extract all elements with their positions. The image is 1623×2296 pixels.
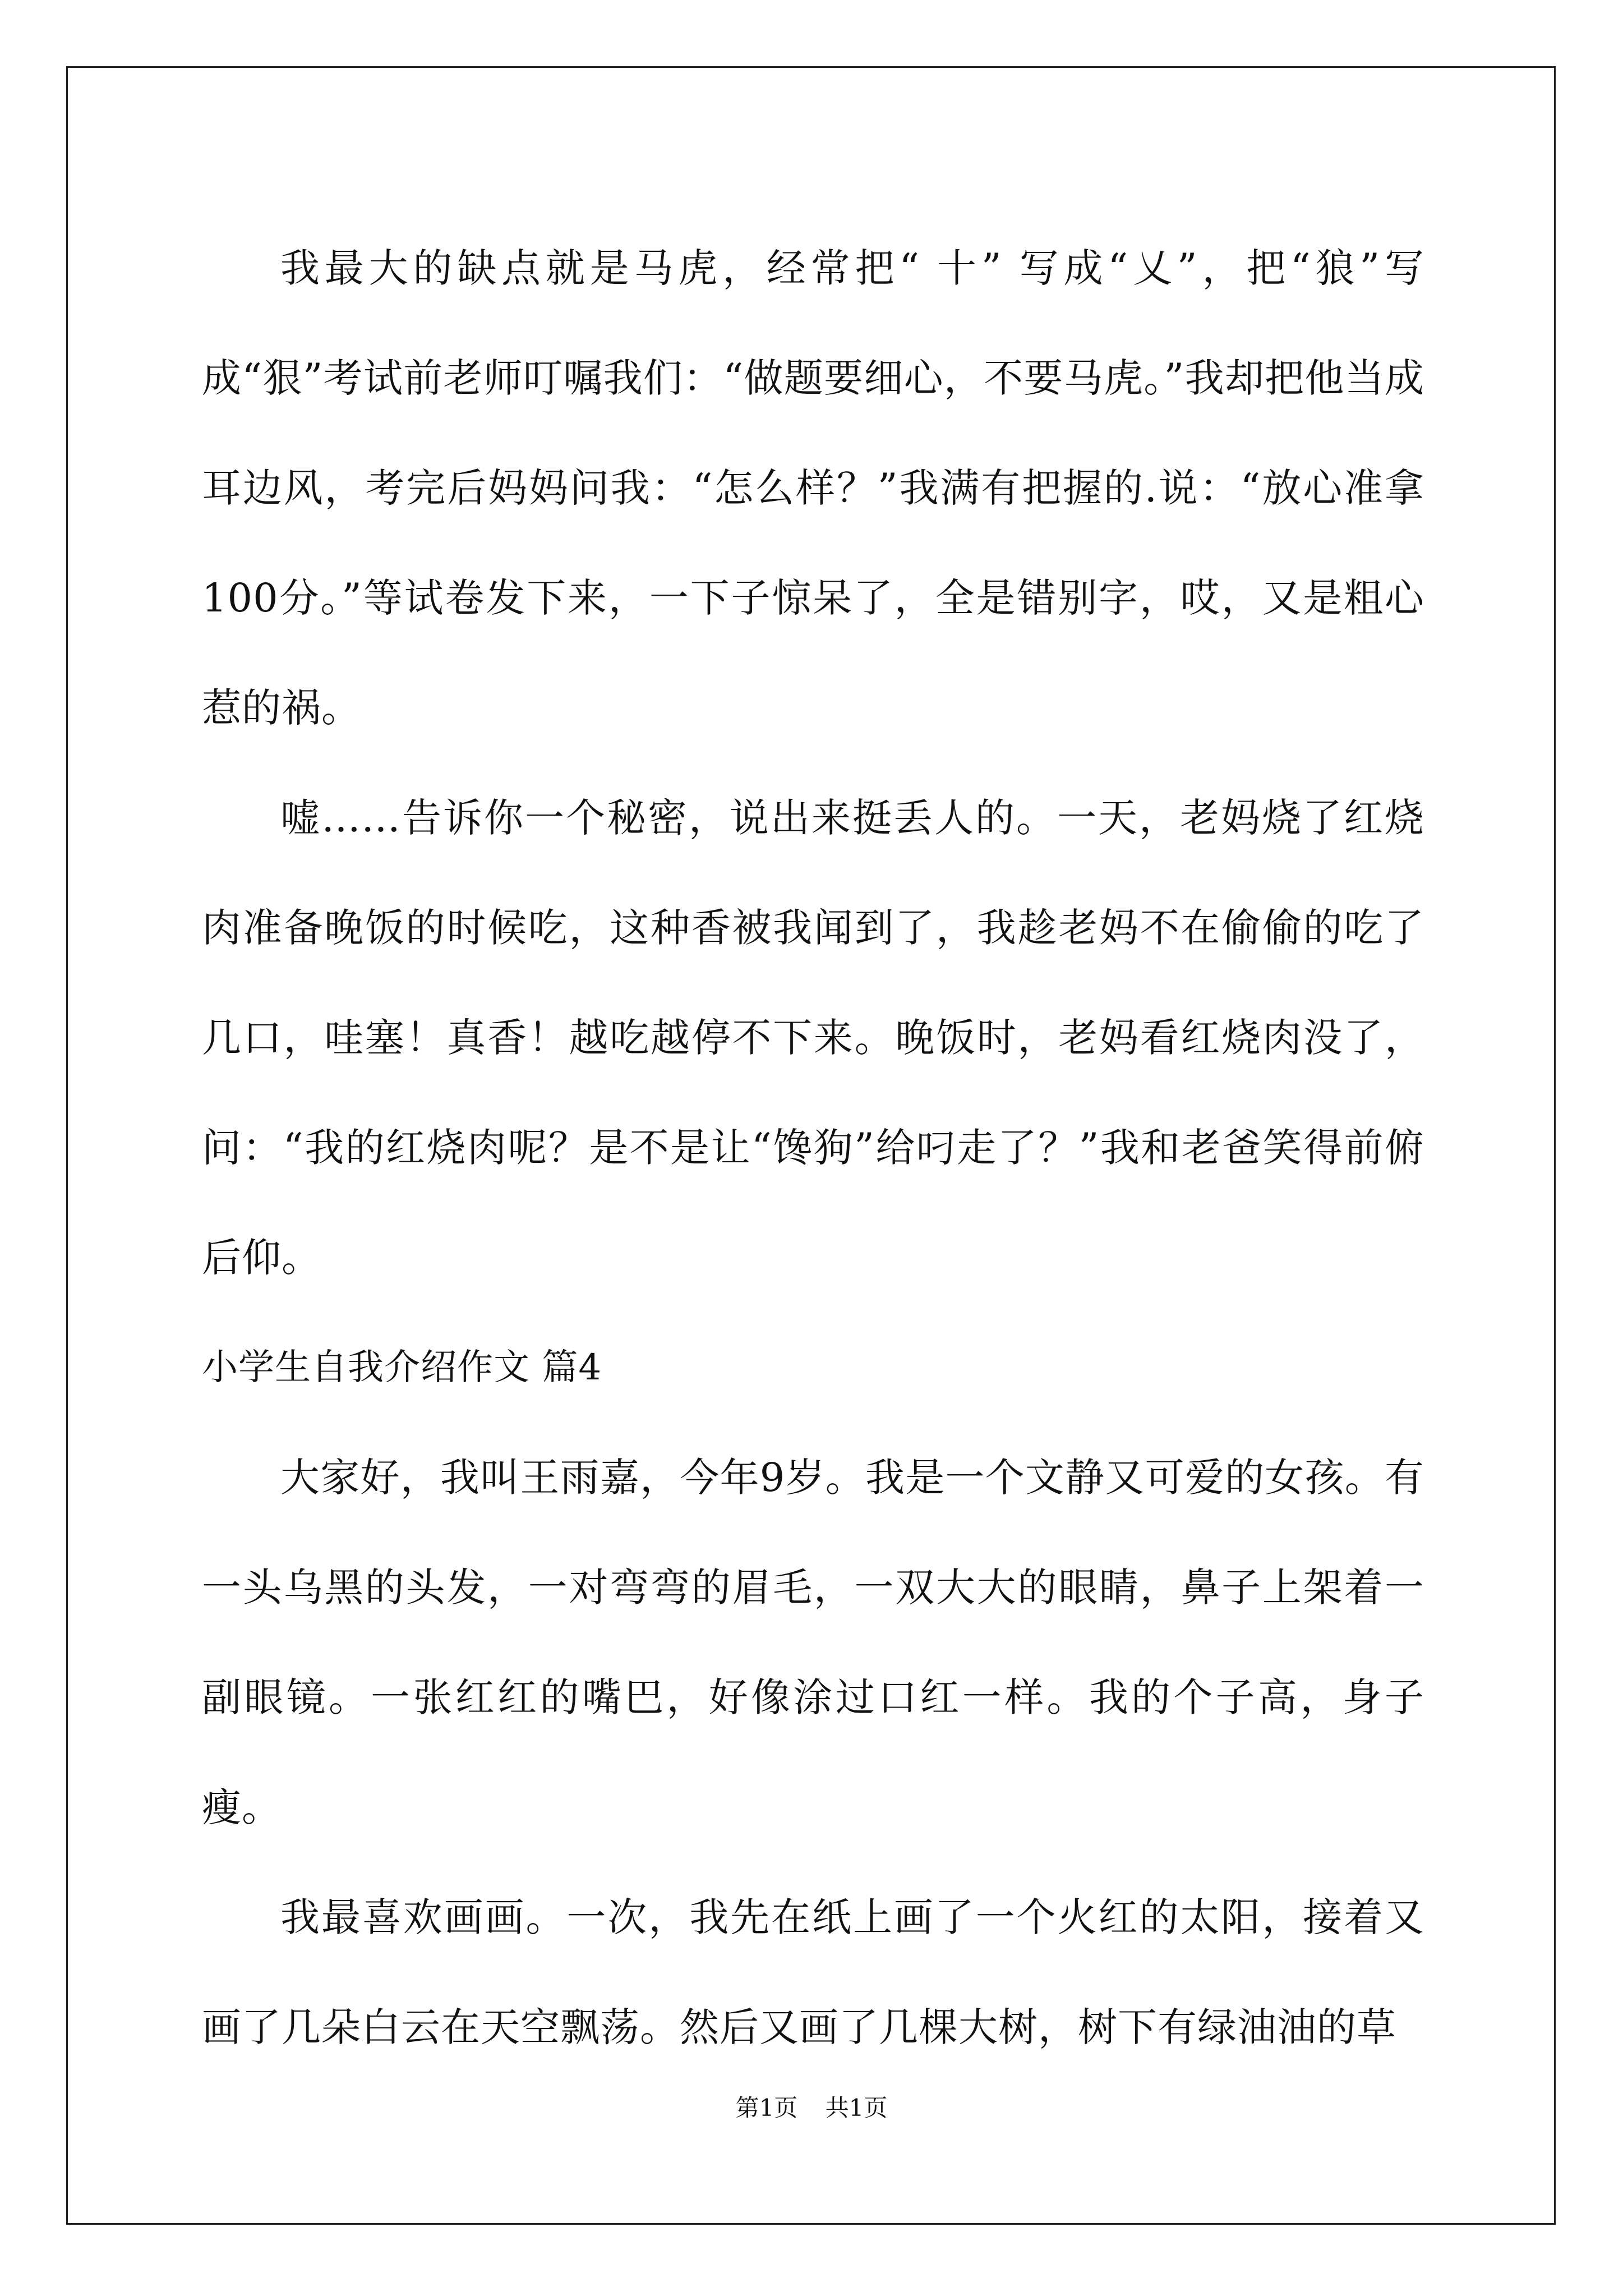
document-body — [202, 213, 1424, 2082]
paragraph-drawing: 我最喜欢画画。一次，我先在纸上画了一个火红的太阳，接着又画了几朵白云在天空飘荡。然后又画了几棵大树，树下有绿油油的草 — [202, 1894, 1424, 2050]
paragraph-careless: 我最大的缺点就是马虎，经常把“ 十” 写成“乂”，把“狼”写成“狠”考试前老师叮嘱我们：“做题要细心，不要马虎。”我却把他当成耳边风，考完后妈妈问我：“怎么样？”我满有把握的.说：“放心准拿100分。”等试卷发下来，一下子惊呆了，全是错别字，哎，又是粗心惹的祸。 — [202, 245, 1424, 731]
page-total: 共1页 — [825, 2094, 888, 2122]
page-footer — [0, 2090, 1623, 2123]
section-heading: 小学生自我介绍作文 篇4 — [202, 1347, 602, 1388]
paragraph-secret: 嘘……告诉你一个秘密，说出来挺丢人的。一天，老妈烧了红烧肉准备晚饭的时候吃，这种香被我闻到了，我趁老妈不在偷偷的吃了几口，哇塞！真香！越吃越停不下来。晚饭时，老妈看红烧肉没了，问：“我的红烧肉呢？是不是让“馋狗”给叼走了？”我和老爸笑得前俯后仰。 — [202, 795, 1424, 1281]
paragraph-introduction: 大家好，我叫王雨嘉，今年9岁。我是一个文静又可爱的女孩。有一头乌黑的头发，一对弯弯的眉毛，一双大大的眼睛，鼻子上架着一副眼镜。一张红红的嘴巴，好像涂过口红一样。我的个子高，身子瘦。 — [202, 1455, 1424, 1830]
page-number: 第1页 — [735, 2094, 798, 2122]
